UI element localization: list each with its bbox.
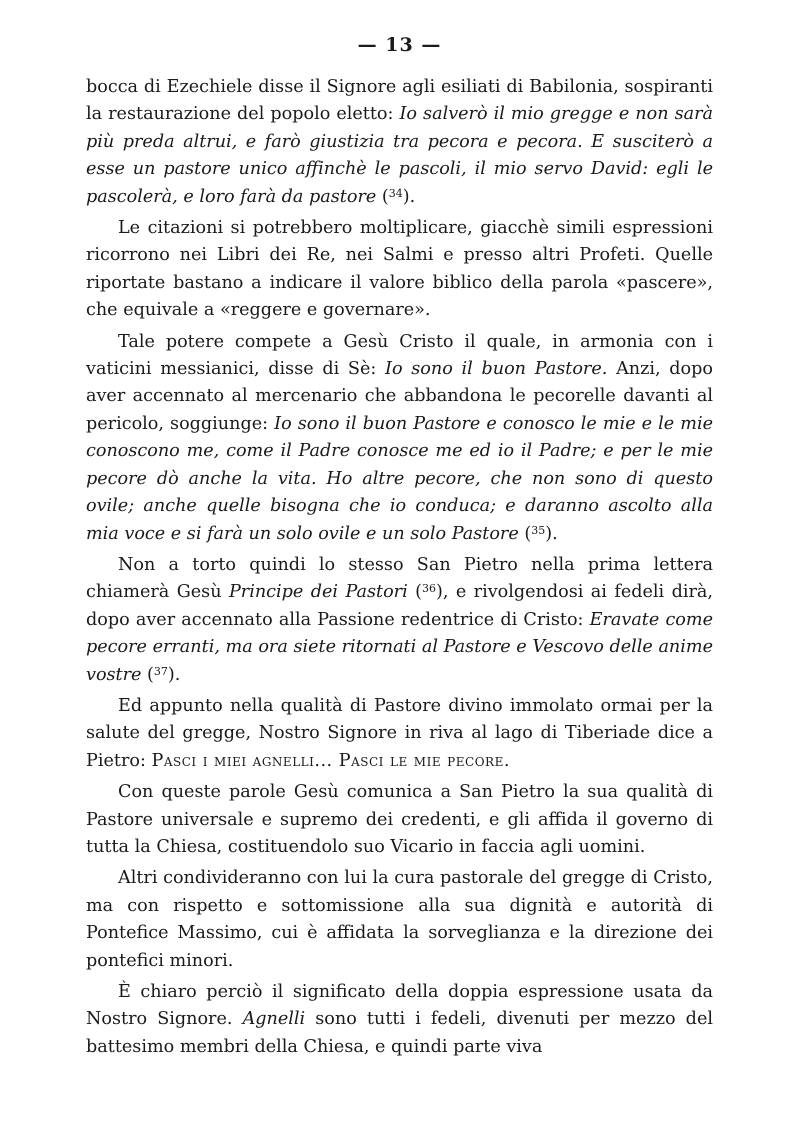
text-run: bocca di Ezechiele disse il Signore agli esiliati di Babilonia, sospiranti la restaurazione del popolo eletto: <box>86 77 713 125</box>
body-text <box>86 74 713 1061</box>
text-run: Non a torto quindi lo stesso San Pietro nella prima lettera chiamerà Gesù <box>86 554 713 603</box>
text-run: ( <box>518 523 532 544</box>
text-run: ( <box>376 186 389 207</box>
paragraph <box>86 779 713 861</box>
footnote-ref: 35 <box>531 523 546 537</box>
italic-text: Io sono il buon Pastore. <box>385 359 608 380</box>
italic-text: Agnelli <box>242 1009 306 1030</box>
text-run: Tale potere compete a Gesù Cristo il quale, in armonia con i vaticini messianici, disse di Sè: <box>86 331 713 380</box>
text-run: ( <box>407 582 422 603</box>
footnote-ref: 36 <box>421 582 436 596</box>
paragraph <box>86 552 713 689</box>
text-run: Ed appunto nella qualità di Pastore divino immolato ormai per la salute del gregge, Nostro Signore in riva al lago di Tiberiade dice a Pietro: <box>86 695 713 771</box>
text-run: Con queste parole Gesù comunica a San Pietro la sua qualità di Pastore universale e supremo dei credenti, e gli affida il governo di tutta la Chiesa, costituendolo suo Vicario in faccia agli uomini. <box>86 782 713 857</box>
text-run: È chiaro perciò il significato della doppia espressione usata da Nostro Signore. <box>86 982 713 1030</box>
small-caps-text: Pasci i miei agnelli... Pasci le mie pecore. <box>151 750 510 771</box>
text-run: ), e rivolgendosi ai fedeli dirà, dopo aver accennato alla Passione redentrice di Cristo: <box>86 582 713 630</box>
text-run: Altri condivideranno con lui la cura pastorale del gregge di Cristo, ma con rispetto e sottomissione alla sua dignità e autorità di Pontefice Massimo, cui è affidata la sorveglianza e la direzione dei pontefici minori. <box>86 868 713 971</box>
text-run: Anzi, dopo aver accennato al mercenario che abbandona le pecorelle davanti al pericolo, soggiunge: <box>86 359 714 434</box>
text-run: ). <box>402 186 416 207</box>
italic-text: Io sono il buon Pastore e conosco le mie e le mie conoscono me, come il Padre conosce me ed io il Padre; e per le mie pecore dò anche la vita. Ho altre pecore, che non sono di questo ovile; anche quelle bisogna che io conduca; e daranno ascolto alla mia voce e si farà un solo ovile e un solo Pastore <box>86 413 713 544</box>
italic-text: Principe dei Pastori <box>228 582 408 603</box>
text-run: Le citazioni si potrebbero moltiplicare, giacchè simili espressioni ricorrono nei Libri dei Re, nei Salmi e presso altri Profeti. Quelle riportate bastano a indicare il valore biblico della parola «pascere», che equivale a «reggere e governare». <box>86 218 713 321</box>
text-run: sono tutti i fedeli, divenuti per mezzo del battesimo membri della Chiesa, e quindi parte viva <box>86 1009 713 1057</box>
paragraph <box>86 74 713 211</box>
italic-text: Eravate come pecore erranti, ma ora siete ritornati al Pastore e Vescovo delle anime vostre <box>86 609 713 685</box>
italic-text: Io salverò il mio gregge e non sarà più preda altrui, e farò giustizia tra pecora e pecora. E susciterò a esse un pastore unico affinchè le pascoli, il mio servo David: egli le pascolerà, e loro farà da pastore <box>86 104 713 207</box>
paragraph <box>86 865 713 975</box>
paragraph <box>86 693 713 775</box>
page-number: — 13 — <box>357 34 442 56</box>
text-run: ( <box>141 664 154 685</box>
paragraph <box>86 329 713 548</box>
paragraph <box>86 979 713 1061</box>
footnote-ref: 37 <box>153 664 168 678</box>
paragraph <box>86 215 713 325</box>
text-run: ). <box>167 664 181 685</box>
text-run: ). <box>545 523 558 544</box>
footnote-ref: 34 <box>388 186 403 200</box>
